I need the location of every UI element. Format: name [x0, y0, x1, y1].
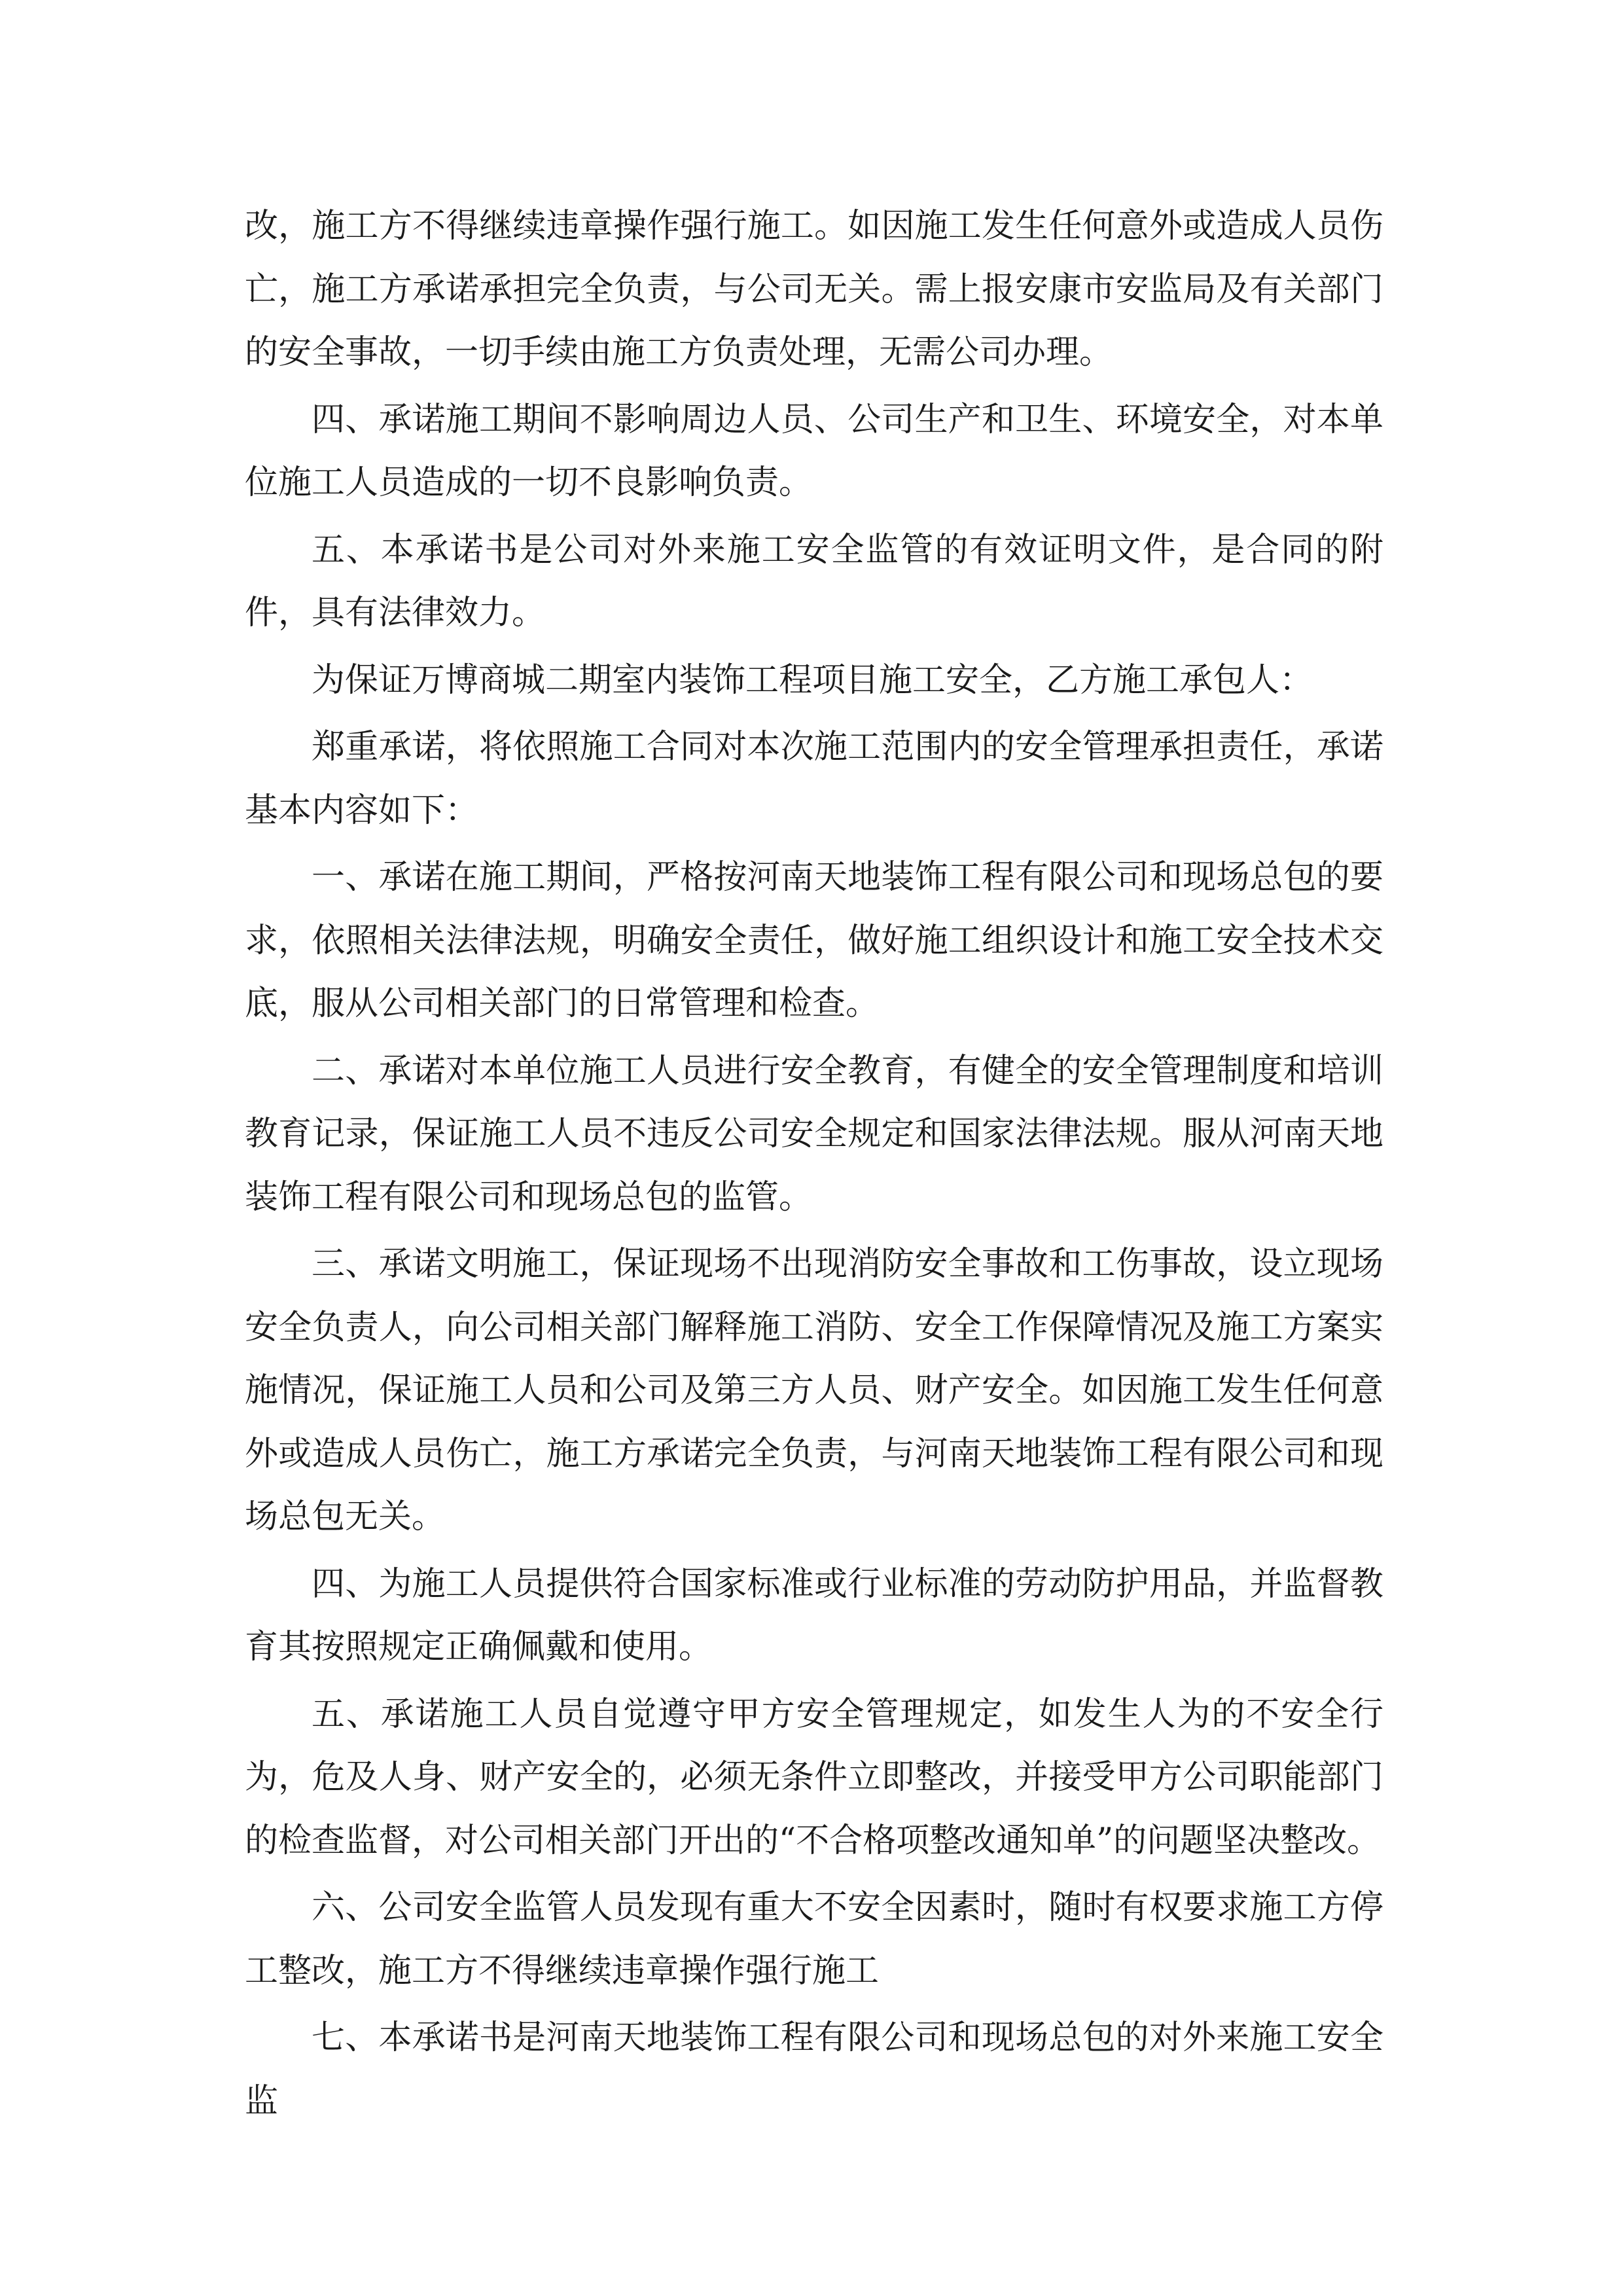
paragraph-item-7: 七、本承诺书是河南天地装饰工程有限公司和现场总包的对外来施工安全监	[245, 2018, 1383, 2121]
paragraph-item-4: 四、为施工人员提供符合国家标准或行业标准的劳动防护用品，并监督教育其按照规定正确佩戴和使用。	[245, 1564, 1383, 1666]
paragraph-continuation: 改，施工方不得继续违章操作强行施工。如因施工发生任何意外或造成人员伤亡，施工方承诺承担完全负责，与公司无关。需上报安康市安监局及有关部门的安全事故，一切手续由施工方负责处理，无需公司办理。	[245, 207, 1383, 372]
paragraph-item-1: 一、承诺在施工期间，严格按河南天地装饰工程有限公司和现场总包的要求，依照相关法律法规，明确安全责任，做好施工组织设计和施工安全技术交底，服从公司相关部门的日常管理和检查。	[245, 858, 1383, 1023]
paragraph-project-intro: 为保证万博商城二期室内装饰工程项目施工安全，乙方施工承包人：	[312, 660, 1313, 700]
paragraph-item-6: 六、公司安全监管人员发现有重大不安全因素时，随时有权要求施工方停工整改，施工方不得继续违章操作强行施工	[245, 1888, 1383, 1990]
paragraph-item-5: 五、承诺施工人员自觉遵守甲方安全管理规定，如发生人为的不安全行为，危及人身、财产安全的，必须无条件立即整改，并接受甲方公司职能部门的检查监督，对公司相关部门开出的“不合格项整改通知单”的问题坚决整改。	[245, 1695, 1383, 1860]
paragraph-item-2: 二、承诺对本单位施工人员进行安全教育，有健全的安全管理制度和培训教育记录，保证施工人员不违反公司安全规定和国家法律法规。服从河南天地装饰工程有限公司和现场总包的监管。	[245, 1051, 1383, 1217]
paragraph-item-4-no-impact: 四、承诺施工期间不影响周边人员、公司生产和卫生、环境安全，对本单位施工人员造成的一切不良影响负责。	[245, 400, 1383, 502]
paragraph-item-3: 三、承诺文明施工，保证现场不出现消防安全事故和工伤事故，设立现场安全负责人，向公司相关部门解释施工消防、安全工作保障情况及施工方案实施情况，保证施工人员和公司及第三方人员、财产安全。如因施工发生任何意外或造成人员伤亡，施工方承诺完全负责，与河南天地装饰工程有限公司和现场总包无关。	[245, 1245, 1383, 1536]
document-body	[245, 195, 1383, 2137]
paragraph-solemn-promise: 郑重承诺，将依照施工合同对本次施工范围内的安全管理承担责任，承诺基本内容如下：	[245, 728, 1383, 830]
paragraph-item-5-legal-effect: 五、本承诺书是公司对外来施工安全监管的有效证明文件，是合同的附件，具有法律效力。	[245, 530, 1383, 632]
